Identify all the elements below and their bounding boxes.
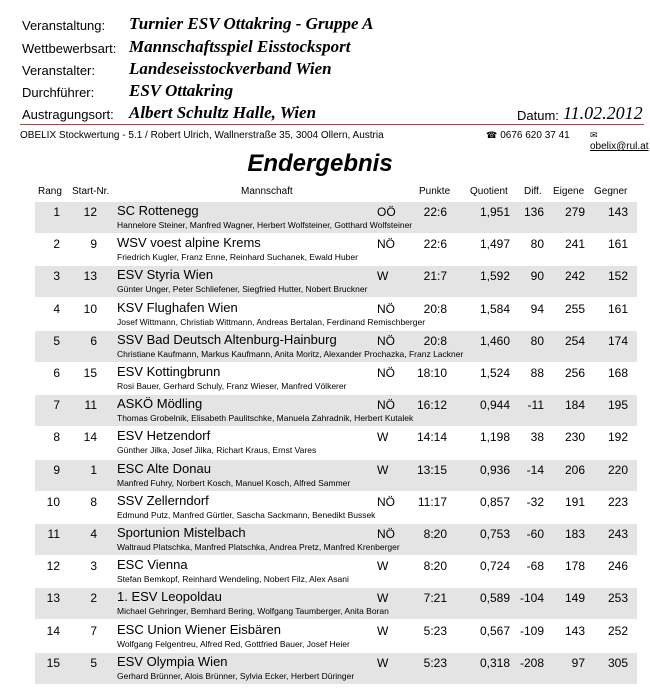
cell-region: W	[377, 269, 389, 284]
cell-players: Manfred Fuhry, Norbert Kosch, Manuel Kosch, Alfred Sammer	[117, 477, 351, 488]
cell-players: Michael Gehringer, Bernhard Bering, Wolfgang Taumberger, Anita Boran	[117, 606, 389, 617]
col-quotient: Quotient	[470, 186, 508, 197]
cell-opp: 161	[607, 301, 628, 316]
col-start: Start-Nr.	[72, 186, 110, 197]
cell-rang: 6	[53, 366, 60, 380]
cell-start: 6	[90, 333, 97, 348]
cell-start: 8	[90, 494, 97, 509]
cell-players: Christiane Kaufmann, Markus Kaufmann, Anita Moritz, Alexander Prochazka, Franz Lackner	[117, 348, 464, 359]
cell-opp: 174	[607, 333, 628, 348]
cell-points: 16:12	[416, 398, 447, 413]
cell-quotient: 1,592	[479, 269, 510, 284]
cell-diff: -68	[526, 559, 544, 574]
cell-region: NÖ	[377, 494, 395, 509]
table-row	[35, 492, 637, 523]
col-points: Punkte	[419, 186, 451, 197]
cell-points: 21:7	[423, 269, 447, 284]
table-row	[35, 524, 637, 555]
cell-points: 22:6	[423, 205, 447, 219]
header-row-veranstalter	[0, 59, 650, 81]
cell-points: 20:8	[423, 333, 447, 348]
phone-contact	[486, 130, 570, 141]
cell-quotient: 0,936	[479, 462, 510, 477]
cell-diff: -109	[519, 623, 544, 638]
cell-players: Josef Wittmann, Christiab Wittmann, Andreas Bertalan, Ferdinand Remischberger	[117, 316, 426, 327]
page-title	[0, 150, 650, 178]
cell-own: 178	[564, 559, 585, 574]
cell-opp: 195	[607, 398, 628, 413]
header-row-wettbewerbsart	[0, 37, 650, 59]
cell-opp: 168	[607, 366, 628, 380]
cell-team: Sportunion Mistelbach	[117, 525, 246, 540]
cell-own: 279	[564, 205, 585, 219]
cell-rang: 12	[46, 559, 60, 574]
cell-diff: -11	[527, 398, 544, 413]
cell-points: 5:23	[423, 623, 447, 638]
table-row	[35, 202, 637, 233]
table-row	[35, 234, 637, 265]
cell-own: 183	[564, 527, 585, 541]
cell-quotient: 1,951	[479, 205, 510, 219]
col-own: Eigene	[553, 186, 585, 197]
cell-diff: -208	[519, 655, 544, 670]
cell-points: 11:17	[417, 494, 447, 509]
cell-start: 3	[90, 559, 97, 574]
cell-start: 13	[83, 269, 97, 284]
cell-players: Thomas Grobelnik, Elisabeth Paulitschke, Manuela Zahradnik, Herbert Kutalek	[117, 413, 414, 424]
page-title-text: Endergebnis	[247, 150, 393, 177]
cell-diff: 90	[530, 269, 544, 284]
cell-players: Stefan Bemkopf, Reinhard Wendeling, Nobert Filz, Alex Asani	[117, 574, 349, 585]
cell-region: W	[377, 559, 389, 574]
cell-quotient: 0,589	[479, 591, 510, 606]
table-row	[35, 299, 637, 330]
cell-team: ASKÖ Mödling	[117, 396, 203, 412]
table-row	[35, 363, 637, 394]
cell-rang: 7	[53, 398, 60, 413]
cell-diff: 94	[530, 301, 544, 316]
cell-team: SSV Bad Deutsch Altenburg-Hainburg	[117, 331, 337, 347]
cell-start: 9	[90, 237, 97, 252]
header-row-austragungsort	[0, 103, 650, 125]
cell-team: ESC Union Wiener Eisbären	[117, 621, 282, 637]
header-row-veranstaltung	[0, 14, 650, 36]
cell-team: SSV Zellerndorf	[117, 492, 209, 508]
cell-players: Edmund Putz, Manfred Gürtler, Sascha Sackmann, Benedikt Bussek	[117, 509, 376, 520]
cell-team: ESV Styria Wien	[117, 267, 214, 283]
cell-opp: 223	[607, 494, 628, 509]
cell-own: 184	[564, 398, 585, 413]
cell-players: Wolfgang Felgentreu, Alfred Red, Gottfried Bauer, Josef Heier	[117, 638, 350, 649]
header-value: Landeseisstockverband Wien	[129, 59, 332, 78]
cell-team: 1. ESV Leopoldau	[117, 589, 222, 605]
table-row	[35, 266, 637, 297]
cell-own: 255	[564, 301, 585, 316]
table-header	[0, 186, 650, 200]
cell-region: NÖ	[377, 366, 395, 380]
cell-own: 230	[564, 430, 585, 445]
col-rang: Rang	[38, 186, 62, 197]
cell-start: 1	[90, 462, 97, 477]
col-team: Mannschaft	[241, 186, 293, 197]
cell-rang: 9	[53, 462, 60, 477]
cell-team: SC Rottenegg	[117, 203, 199, 218]
table-row	[35, 653, 637, 684]
cell-own: 256	[564, 366, 585, 380]
header-divider	[20, 124, 644, 125]
datum-value: 11.02.2012	[563, 103, 643, 123]
cell-rang: 3	[53, 269, 60, 284]
col-diff: Diff.	[524, 186, 542, 197]
cell-points: 22:6	[423, 237, 447, 252]
cell-opp: 220	[607, 462, 628, 477]
table-row	[35, 621, 637, 652]
cell-opp: 246	[607, 559, 628, 574]
cell-start: 15	[83, 366, 97, 380]
cell-points: 8:20	[423, 559, 447, 574]
cell-region: NÖ	[377, 527, 395, 541]
table-row	[35, 460, 637, 491]
table-row	[35, 395, 637, 426]
cell-points: 13:15	[416, 462, 447, 477]
mail-icon: ✉	[590, 130, 598, 140]
cell-points: 14:14	[416, 430, 447, 445]
cell-own: 241	[564, 237, 585, 252]
cell-opp: 305	[607, 655, 628, 670]
header-label: Austragungsort:	[22, 107, 114, 122]
cell-players: Hannelore Steiner, Manfred Wagner, Herbert Wolfsteiner, Gotthard Wolfsteiner	[117, 220, 413, 230]
cell-start: 10	[83, 301, 97, 316]
cell-opp: 152	[607, 269, 628, 284]
cell-region: W	[377, 655, 389, 670]
header-label: Veranstalter:	[22, 63, 95, 78]
cell-opp: 143	[607, 205, 628, 219]
cell-own: 191	[564, 494, 585, 509]
cell-players: Günther Jilka, Josef Jilka, Richart Kraus, Ernst Vares	[117, 445, 317, 456]
cell-team: KSV Flughafen Wien	[117, 299, 238, 315]
cell-own: 97	[571, 655, 585, 670]
cell-diff: 80	[530, 333, 544, 348]
cell-own: 242	[564, 269, 585, 284]
cell-quotient: 1,198	[479, 430, 510, 445]
cell-team: ESV Olympia Wien	[117, 653, 228, 669]
cell-start: 4	[90, 527, 97, 541]
cell-rang: 8	[53, 430, 60, 445]
cell-rang: 5	[53, 333, 60, 348]
email-link[interactable]: obelix@rul.at	[590, 141, 649, 152]
cell-own: 143	[564, 623, 585, 638]
cell-opp: 192	[607, 430, 628, 445]
cell-points: 5:23	[423, 655, 447, 670]
cell-region: W	[377, 623, 389, 638]
cell-points: 7:21	[423, 591, 447, 606]
cell-start: 11	[84, 398, 97, 413]
cell-start: 12	[83, 205, 97, 219]
cell-region: OÖ	[377, 205, 396, 219]
cell-own: 149	[564, 591, 585, 606]
cell-team: ESV Hetzendorf	[117, 428, 211, 444]
table-row	[35, 427, 637, 458]
cell-team: ESC Vienna	[117, 557, 188, 573]
cell-diff: 88	[530, 366, 544, 380]
cell-region: NÖ	[377, 333, 395, 348]
cell-opp: 243	[607, 527, 628, 541]
header-value: Turnier ESV Ottakring - Gruppe A	[129, 14, 374, 33]
cell-own: 254	[564, 333, 585, 348]
phone-icon: ☎	[486, 130, 498, 140]
cell-rang: 1	[53, 205, 60, 219]
cell-rang: 13	[46, 591, 60, 606]
cell-players: Friedrich Kugler, Franz Enne, Reinhard Suchanek, Ewald Huber	[117, 252, 358, 263]
cell-diff: 80	[530, 237, 544, 252]
cell-opp: 161	[607, 237, 628, 252]
cell-start: 7	[90, 623, 97, 638]
cell-points: 18:10	[416, 366, 447, 380]
header-label: Veranstaltung:	[22, 18, 106, 33]
cell-quotient: 0,944	[479, 398, 510, 413]
cell-diff: -60	[526, 527, 544, 541]
table-row	[35, 331, 637, 362]
col-opp: Gegner	[594, 186, 628, 197]
cell-region: W	[377, 462, 389, 477]
cell-quotient: 0,857	[479, 494, 510, 509]
datum-label: Datum:	[517, 108, 559, 123]
software-info: OBELIX Stockwertung - 5.1 / Robert Ulrich, Wallnerstraße 35, 3004 Ollern, Austria	[20, 130, 384, 141]
cell-team: ESC Alte Donau	[117, 460, 211, 476]
phone-number: 0676 620 37 41	[500, 130, 570, 141]
cell-diff: 136	[523, 205, 544, 219]
cell-rang: 2	[53, 237, 60, 252]
cell-quotient: 0,567	[479, 623, 510, 638]
header-value: Albert Schultz Halle, Wien	[129, 103, 317, 122]
cell-team: ESV Kottingbrunn	[117, 364, 221, 379]
cell-opp: 253	[607, 591, 628, 606]
cell-quotient: 0,724	[479, 559, 510, 574]
cell-rang: 14	[46, 623, 60, 638]
cell-rang: 10	[46, 494, 60, 509]
cell-region: NÖ	[377, 301, 395, 316]
cell-quotient: 1,524	[479, 366, 510, 380]
cell-start: 14	[83, 430, 97, 445]
cell-quotient: 1,584	[479, 301, 510, 316]
cell-players: Waltraud Platschka, Manfred Platschka, Andrea Pretz, Manfred Krenberger	[117, 542, 400, 552]
cell-start: 2	[90, 591, 97, 606]
email-contact[interactable]	[590, 130, 649, 152]
table-row	[35, 588, 637, 619]
cell-players: Gerhard Brünner, Alois Brünner, Sylvia Ecker, Herbert Düringer	[117, 670, 355, 681]
header-value: ESV Ottakring	[129, 81, 234, 100]
cell-region: NÖ	[377, 237, 395, 252]
header-value: Mannschaftsspiel Eisstocksport	[129, 37, 351, 56]
cell-quotient: 0,318	[479, 655, 510, 670]
cell-points: 20:8	[423, 301, 447, 316]
table-row	[35, 556, 637, 587]
cell-diff: -32	[526, 494, 544, 509]
software-info-bar	[20, 130, 649, 152]
cell-diff: 38	[530, 430, 544, 445]
cell-team: WSV voest alpine Krems	[117, 235, 261, 251]
header-row-durchfuehrer	[0, 81, 650, 103]
cell-diff: -14	[526, 462, 544, 477]
cell-region: NÖ	[377, 398, 395, 413]
cell-own: 206	[564, 462, 585, 477]
cell-rang: 11	[47, 527, 60, 541]
cell-points: 8:20	[423, 527, 447, 541]
cell-opp: 252	[607, 623, 628, 638]
cell-players: Günter Unger, Peter Schliefener, Siegfried Hutter, Nobert Bruckner	[117, 284, 368, 295]
cell-players: Rosi Bauer, Gerhard Schuly, Franz Wieser, Manfred Völkerer	[117, 381, 347, 391]
cell-region: W	[377, 591, 389, 606]
cell-quotient: 1,497	[479, 237, 510, 252]
cell-quotient: 1,460	[479, 333, 510, 348]
header-label: Wettbewerbsart:	[22, 41, 117, 56]
cell-region: W	[377, 430, 389, 445]
header-label: Durchführer:	[22, 85, 95, 100]
cell-rang: 15	[46, 655, 60, 670]
cell-start: 5	[90, 655, 97, 670]
cell-quotient: 0,753	[479, 527, 510, 541]
cell-diff: -104	[519, 591, 544, 606]
cell-rang: 4	[53, 301, 60, 316]
